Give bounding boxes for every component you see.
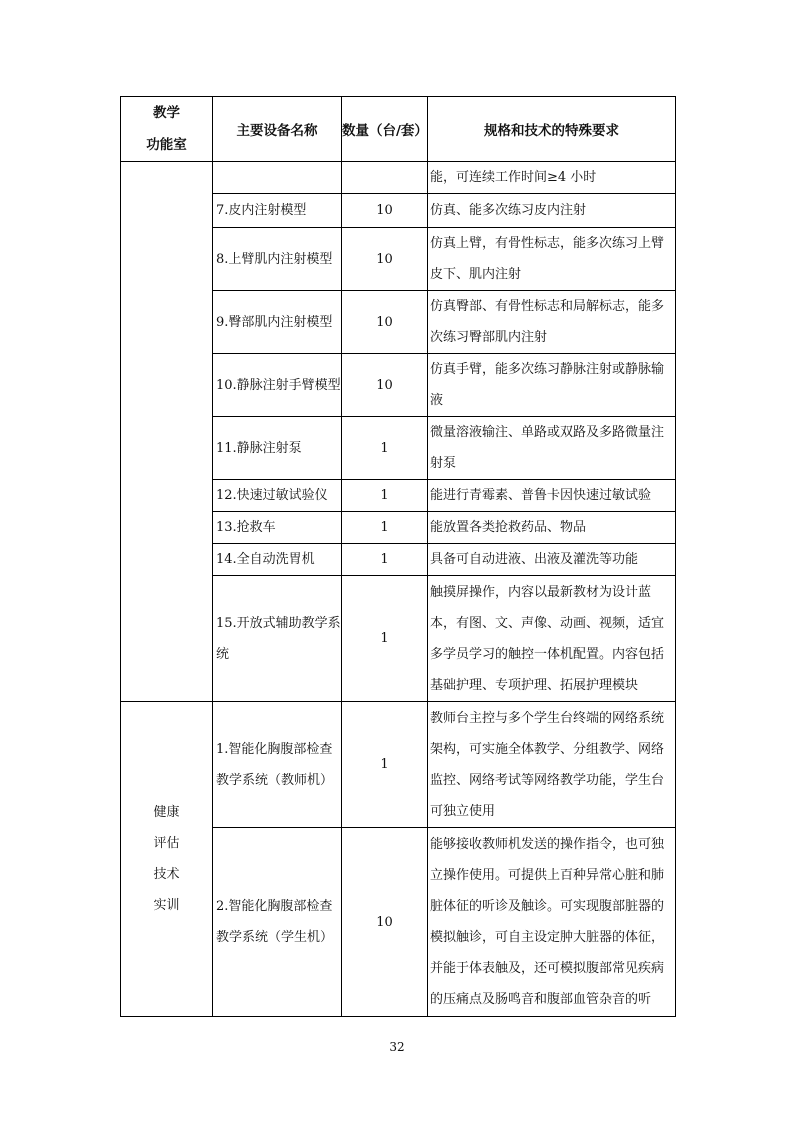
equipment-name [213, 162, 342, 194]
equipment-spec: 具备可自动进液、出液及灌洗等功能 [428, 544, 676, 576]
equipment-name: 10.静脉注射手臂模型 [213, 354, 342, 417]
equipment-name: 12.快速过敏试验仪 [213, 480, 342, 512]
header-name: 主要设备名称 [213, 97, 342, 162]
equipment-spec: 微量溶液输注、单路或双路及多路微量注射泵 [428, 417, 676, 480]
equipment-table [120, 96, 676, 1017]
equipment-name: 11.静脉注射泵 [213, 417, 342, 480]
room-cell-prev [121, 162, 213, 702]
equipment-spec: 教师台主控与多个学生台终端的网络系统架构，可实施全体教学、分组教学、网络监控、网络考试等网络教学功能，学生台可独立使用 [428, 702, 676, 828]
equipment-spec: 仿真上臂，有骨性标志，能多次练习上臂皮下、肌内注射 [428, 228, 676, 291]
equipment-qty: 10 [342, 291, 428, 354]
equipment-qty: 10 [342, 194, 428, 228]
equipment-name: 1.智能化胸腹部检查教学系统（教师机） [213, 702, 342, 828]
header-spec: 规格和技术的特殊要求 [428, 97, 676, 162]
equipment-spec: 仿真手臂，能多次练习静脉注射或静脉输液 [428, 354, 676, 417]
equipment-name: 13.抢救车 [213, 512, 342, 544]
equipment-spec: 仿真、能多次练习皮内注射 [428, 194, 676, 228]
equipment-qty: 1 [342, 512, 428, 544]
equipment-qty: 1 [342, 544, 428, 576]
room-cell-health-assessment: 健康 评估 技术 实训 [121, 702, 213, 1017]
equipment-spec: 能进行青霉素、普鲁卡因快速过敏试验 [428, 480, 676, 512]
equipment-qty: 1 [342, 480, 428, 512]
equipment-spec: 触摸屏操作，内容以最新教材为设计蓝本，有图、文、声像、动画、视频，适宜多学员学习的触控一体机配置。内容包括基础护理、专项护理、拓展护理模块 [428, 576, 676, 702]
equipment-name: 9.臀部肌内注射模型 [213, 291, 342, 354]
equipment-qty: 1 [342, 702, 428, 828]
equipment-spec: 能放置各类抢救药品、物品 [428, 512, 676, 544]
equipment-name: 14.全自动洗胃机 [213, 544, 342, 576]
equipment-qty [342, 162, 428, 194]
header-room: 教学 功能室 [121, 97, 213, 162]
table-row [121, 702, 676, 828]
equipment-name: 15.开放式辅助教学系统 [213, 576, 342, 702]
equipment-qty: 1 [342, 417, 428, 480]
page-number: 32 [389, 1040, 405, 1054]
equipment-name: 8.上臂肌内注射模型 [213, 228, 342, 291]
table-row [121, 162, 676, 194]
equipment-qty: 10 [342, 228, 428, 291]
equipment-qty: 10 [342, 354, 428, 417]
header-qty: 数量（台/套） [342, 97, 428, 162]
equipment-qty: 10 [342, 828, 428, 1017]
equipment-name: 2.智能化胸腹部检查教学系统（学生机） [213, 828, 342, 1017]
equipment-qty: 1 [342, 576, 428, 702]
equipment-spec: 仿真臀部、有骨性标志和局解标志，能多次练习臀部肌内注射 [428, 291, 676, 354]
equipment-name: 7.皮内注射模型 [213, 194, 342, 228]
equipment-spec: 能，可连续工作时间≥4 小时 [428, 162, 676, 194]
equipment-spec: 能够接收教师机发送的操作指令，也可独立操作使用。可提供上百种异常心脏和肺脏体征的听诊及触诊。可实现腹部脏器的模拟触诊，可自主设定肿大脏器的体征，并能于体表触及，还可模拟腹部常见疾病的压痛点及肠鸣音和腹部血管杂音的听 [428, 828, 676, 1017]
